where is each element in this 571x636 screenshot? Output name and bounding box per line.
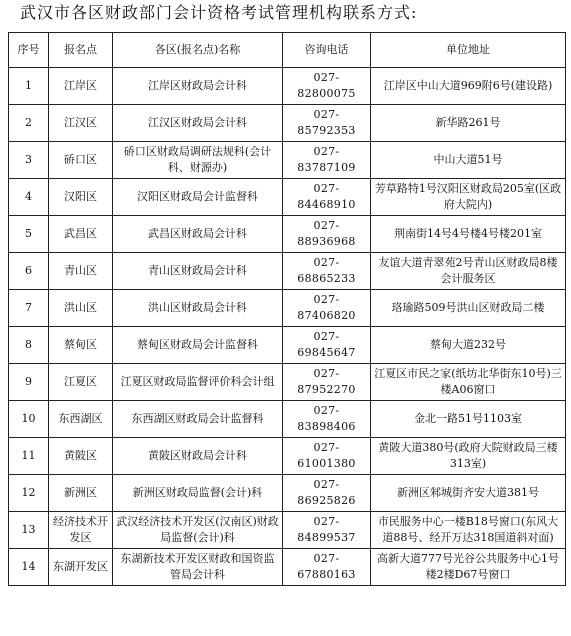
row-index: 11 [9, 438, 49, 475]
page-title: 武汉市各区财政部门会计资格考试管理机构联系方式: [20, 3, 418, 22]
header-unit: 各区(报名点)名称 [113, 33, 283, 68]
row-phone: 027-67880163 [283, 549, 371, 586]
row-unit: 硚口区财政局调研法规科(会计科、财源办) [113, 142, 283, 179]
row-index: 12 [9, 475, 49, 512]
row-phone: 027-83787109 [283, 142, 371, 179]
row-phone: 027-86925826 [283, 475, 371, 512]
row-unit: 武昌区财政局会计科 [113, 216, 283, 253]
row-address: 金北一路51号1103室 [371, 401, 566, 438]
row-address: 江岸区中山大道969附6号(建设路) [371, 68, 566, 105]
row-unit: 汉阳区财政局会计监督科 [113, 179, 283, 216]
row-phone: 027-85792353 [283, 105, 371, 142]
row-address: 高新大道777号光谷公共服务中心1号楼2楼D67号窗口 [371, 549, 566, 586]
row-unit: 江岸区财政局会计科 [113, 68, 283, 105]
row-index: 8 [9, 327, 49, 364]
table-row [9, 253, 566, 290]
row-unit: 蔡甸区财政局会计监督科 [113, 327, 283, 364]
row-unit: 江夏区财政局监督评价科会计组 [113, 364, 283, 401]
row-unit: 东西湖区财政局会计监督科 [113, 401, 283, 438]
table-row [9, 105, 566, 142]
row-address: 荆南街14号4号楼4号楼201室 [371, 216, 566, 253]
table-row [9, 327, 566, 364]
row-point: 江汉区 [49, 105, 113, 142]
table-row [9, 401, 566, 438]
table-row [9, 364, 566, 401]
row-point: 江岸区 [49, 68, 113, 105]
row-unit: 武汉经济技术开发区(汉南区)财政局监督(会计)科 [113, 512, 283, 549]
row-unit: 青山区财政局会计科 [113, 253, 283, 290]
table-row [9, 290, 566, 327]
row-phone: 027-88936968 [283, 216, 371, 253]
table-row [9, 68, 566, 105]
row-index: 13 [9, 512, 49, 549]
row-address: 中山大道51号 [371, 142, 566, 179]
row-index: 3 [9, 142, 49, 179]
row-address: 新洲区邾城街齐安大道381号 [371, 475, 566, 512]
table-row [9, 475, 566, 512]
row-unit: 黄陂区财政局会计科 [113, 438, 283, 475]
row-phone: 027-83898406 [283, 401, 371, 438]
header-index: 序号 [9, 33, 49, 68]
row-point: 新洲区 [49, 475, 113, 512]
row-address: 芳草路特1号汉阳区财政局205室(区政府大院内) [371, 179, 566, 216]
row-phone: 027-84468910 [283, 179, 371, 216]
row-address: 新华路261号 [371, 105, 566, 142]
row-point: 洪山区 [49, 290, 113, 327]
row-point: 汉阳区 [49, 179, 113, 216]
contact-table [8, 32, 566, 586]
header-phone: 咨询电话 [283, 33, 371, 68]
row-phone: 027-61001380 [283, 438, 371, 475]
row-address: 黄陂大道380号(政府大院财政局三楼313室) [371, 438, 566, 475]
row-phone: 027-87406820 [283, 290, 371, 327]
table-row [9, 142, 566, 179]
row-index: 2 [9, 105, 49, 142]
table-row [9, 512, 566, 549]
row-index: 14 [9, 549, 49, 586]
row-index: 9 [9, 364, 49, 401]
row-phone: 027-84899537 [283, 512, 371, 549]
row-address: 珞瑜路509号洪山区财政局二楼 [371, 290, 566, 327]
row-point: 武昌区 [49, 216, 113, 253]
row-unit: 东湖新技术开发区财政和国资监管局会计科 [113, 549, 283, 586]
row-unit: 江汉区财政局会计科 [113, 105, 283, 142]
row-index: 4 [9, 179, 49, 216]
header-address: 单位地址 [371, 33, 566, 68]
row-point: 黄陂区 [49, 438, 113, 475]
table-row [9, 179, 566, 216]
table-row [9, 438, 566, 475]
row-point: 东湖开发区 [49, 549, 113, 586]
row-address: 友谊大道青翠苑2号青山区财政局8楼会计服务区 [371, 253, 566, 290]
row-index: 6 [9, 253, 49, 290]
row-index: 1 [9, 68, 49, 105]
row-phone: 027-87952270 [283, 364, 371, 401]
row-point: 东西湖区 [49, 401, 113, 438]
row-address: 市民服务中心一楼B18号窗口(东风大道88号、经开万达318国道斜对面) [371, 512, 566, 549]
row-index: 10 [9, 401, 49, 438]
table-header-row [9, 33, 566, 68]
table-row [9, 216, 566, 253]
row-phone: 027-82800075 [283, 68, 371, 105]
row-index: 5 [9, 216, 49, 253]
row-point: 经济技术开发区 [49, 512, 113, 549]
row-index: 7 [9, 290, 49, 327]
header-point: 报名点 [49, 33, 113, 68]
row-unit: 洪山区财政局会计科 [113, 290, 283, 327]
row-point: 硚口区 [49, 142, 113, 179]
row-phone: 027-68865233 [283, 253, 371, 290]
table-body [9, 68, 566, 586]
row-address: 江夏区市民之家(纸坊北华街东10号)三楼A06窗口 [371, 364, 566, 401]
row-phone: 027-69845647 [283, 327, 371, 364]
row-point: 蔡甸区 [49, 327, 113, 364]
table-row [9, 549, 566, 586]
row-address: 蔡甸大道232号 [371, 327, 566, 364]
row-point: 江夏区 [49, 364, 113, 401]
row-unit: 新洲区财政局监督(会计)科 [113, 475, 283, 512]
row-point: 青山区 [49, 253, 113, 290]
